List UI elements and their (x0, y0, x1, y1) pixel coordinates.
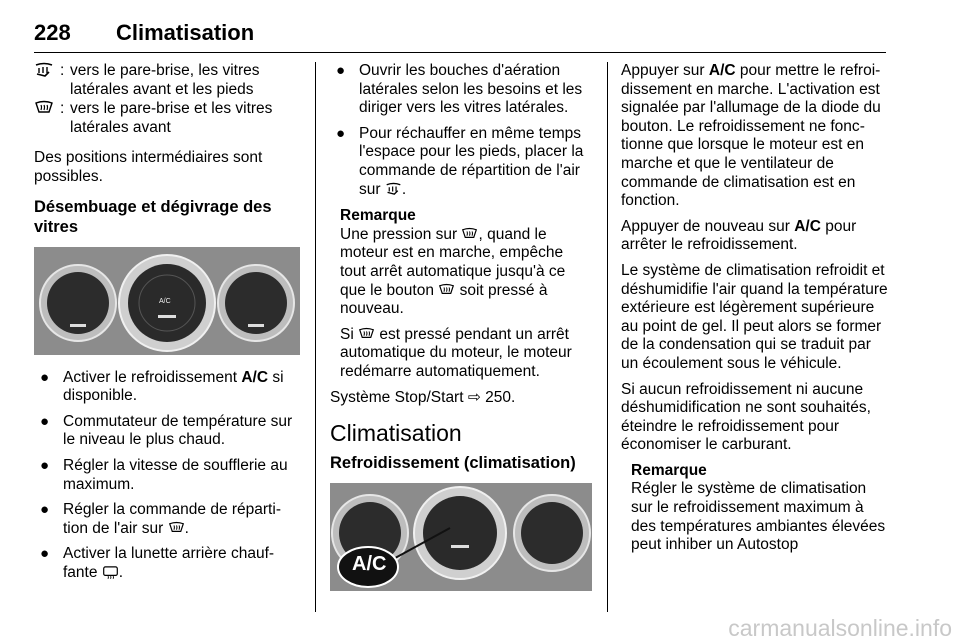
windscreen-defrost-icon (461, 227, 478, 241)
column-divider (607, 62, 608, 612)
paragraph: Si aucun refroidissement ni aucune déshumidification ne sont souhaités, éteindre le refroidissement pour économiser le carburant. (621, 380, 871, 454)
page-header (34, 20, 886, 53)
note-box (330, 207, 592, 381)
note-text: Une pression sur , quand le moteur est en marche, empêche tout arrêt automatique jusqu'à ce que le bouton soit pressé à nouveau. (340, 225, 566, 318)
section-subheading: Désembuage et dégivrage des vitres (34, 197, 272, 236)
windscreen-defrost-icon (168, 521, 185, 535)
column-1 (34, 62, 300, 590)
list-item: ● Activer la lunette arrière chauffante . (40, 545, 275, 581)
cross-reference[interactable]: Système Stop/Start ⇨ 250. (330, 388, 516, 406)
note-box (621, 462, 889, 555)
climate-control-photo (34, 247, 300, 355)
ac-control-photo (330, 483, 592, 591)
bullet-list (34, 369, 300, 583)
windscreen-defrost-icon (358, 327, 375, 341)
paragraph: Appuyer de nouveau sur A/C pour arrêter le refroidissement. (621, 217, 857, 254)
section-subheading: Refroidissement (climatisation) (330, 454, 576, 473)
list-item: ● Ouvrir les bouches d'aération latérales selon les besoins et les diriger vers les vitres latérales. (336, 62, 583, 117)
rear-window-heating-icon (102, 565, 119, 579)
definition-row (34, 100, 300, 137)
page-number: 228 (34, 20, 71, 45)
windscreen-and-feet-airflow-icon (385, 182, 402, 196)
windscreen-defrost-icon (438, 283, 455, 297)
note-text: Régler le système de climatisation sur le refroidissement maximum à des températures ambiantes élevées peut inhiber un Autostop (631, 480, 886, 554)
definition-colon: : (60, 62, 65, 79)
list-item: ● Pour réchauffer en même temps l'espace pour les pieds, placer la commande de répartition de l'air sur . (336, 124, 584, 198)
page-link-arrow-icon: ⇨ (467, 388, 481, 406)
list-item: ● Activer le refroidissement A/C si disponible. (40, 368, 284, 405)
column-3 (621, 62, 889, 562)
definition-colon: : (60, 100, 65, 118)
windscreen-defrost-icon (34, 100, 60, 137)
note-title: Remarque (631, 461, 707, 479)
windscreen-and-feet-airflow-icon (34, 62, 60, 99)
column-2 (330, 62, 592, 591)
paragraph: Appuyer sur A/C pour mettre le refroidissement en marche. L'activation est signalée par l'allumage de la diode du bouton. Le refroidissement ne fonctionne que lorsque le moteur est en marche et que le ventilateur de commande de climatisation est en fonction. (621, 62, 881, 210)
note-text: Si est pressé pendant un arrêt automatique du moteur, le moteur redémarre automatiquement. (340, 325, 572, 380)
list-item: ● Régler la commande de répartition de l'air sur . (40, 501, 281, 537)
definition-text: vers le pare-brise, les vitres latérales avant et les pieds (70, 62, 260, 98)
section-heading: Climatisation (330, 420, 462, 447)
definition-text: vers le pare-brise et les vitres latérales avant (70, 100, 273, 136)
watermark: carmanualsonline.info (728, 615, 952, 642)
definition-row (34, 62, 300, 99)
ac-callout-label: A/C (352, 553, 387, 576)
paragraph: Le système de climatisation refroidit et déshumidifie l'air quand la température extérieure est légèrement supérieure au point de gel. Il peut alors se former de la condensation qui se traduit par un écoulement sous le véhicule. (621, 261, 888, 372)
list-item: ● Régler la vitesse de soufflerie au maximum. (40, 456, 288, 493)
list-item: ● Commutateur de température sur le niveau le plus chaud. (40, 412, 293, 449)
note-title: Remarque (340, 207, 416, 225)
knob-label: A/C (159, 297, 171, 305)
page-title: Climatisation (116, 20, 255, 45)
column-divider (315, 62, 316, 612)
bullet-list (330, 62, 592, 199)
paragraph: Des positions intermédiaires sont possibles. (34, 149, 263, 185)
